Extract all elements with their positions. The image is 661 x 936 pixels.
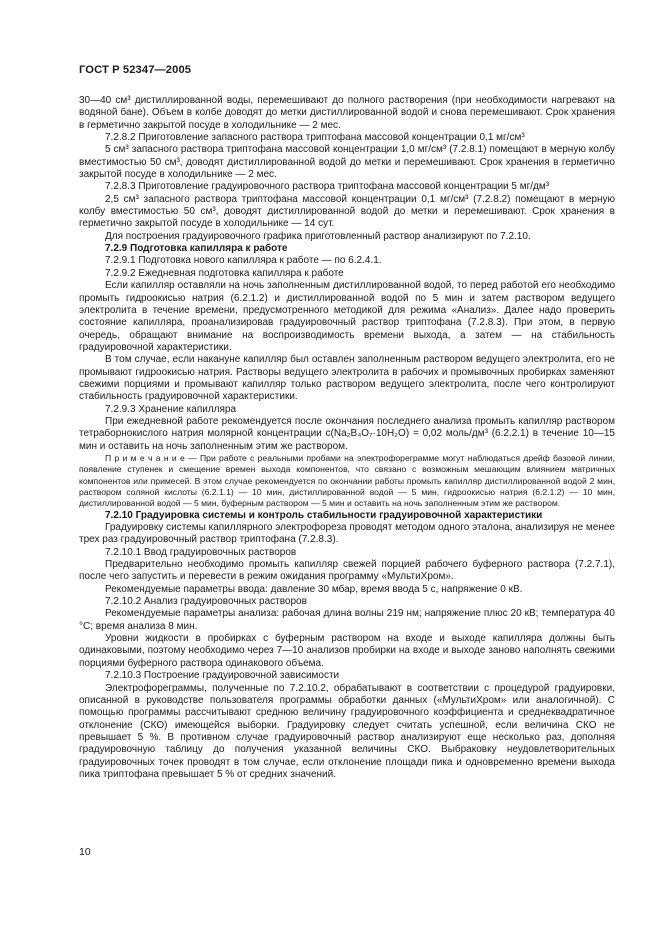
paragraph: Если капилляр оставляли на ночь заполненным дистиллированной водой, то перед работой его необходимо промыть гидроокисью натрия (6.2.1.2) и дистиллированной водой по 5 мин и затем раствором ведущего электролита в течение времени, предусмотренного методикой для режима «Анализ». Далее надо проверить состояние капилляра, проанализировав градуировочный раствор триптофана (7.2.8.3). При этом, в первую очередь, обращают внимание на воспроизводимость времени выхода, а затем — на стабильность градуировочной характеристики. — [79, 280, 615, 353]
paragraph: Предварительно необходимо промыть капилляр свежей порцией рабочего буферного раствора (7.2.7.1), после чего запустить и перевести в режим ожидания программу «МультиХром». — [79, 559, 615, 583]
paragraph: Уровни жидкости в пробирках с буферным раствором на входе и выходе капилляра должны быть одинаковыми, поэтому необходимо через 7—10 анализов пробирки на входе и выходе заново наполнять свежими порциями буферного раствора одинакового объема. — [79, 633, 615, 669]
clause-heading: 7.2.9.3 Хранение капилляра — [105, 403, 237, 415]
section-heading: 7.2.10 Градуировка системы и контроль стабильности градуировочной характеристики — [105, 509, 543, 521]
document-body — [79, 95, 615, 781]
note-paragraph: П р и м е ч а н и е — При работе с реальными пробами на электрофореграмме могут наблюдаться дрейф базовой линии, появление ступенек и смещение времен выхода компонентов, что связано с возможным мешающим влиянием матричных компонентов или примесей. В этом случае рекомендуется по окончании работы промыть капилляр дистиллированной водой 2 мин, раствором соляной кислоты (6.2.1.1) — 10 мин, дистиллированной водой — 5 мин, гидроокисью натрия (6.2.1.2) — 10 мин, дистиллированной водой — 5 мин, буферным раствором — 5 мин и оставить на ночь заполненным этим же раствором. — [79, 452, 615, 509]
paragraph: 2,5 см³ запасного раствора триптофана массовой концентрации 0,1 мг/см³ (7.2.8.2) помещают в мерную колбу вместимостью 50 см³, доводят дистиллированной водой до метки и перемешивают. Срок хранения в герметично закрытой посуде в холодильнике — 14 сут. — [79, 193, 615, 230]
paragraph: 5 см³ запасного раствора триптофана массовой концентрации 1,0 мг/см³ (7.2.8.1) помещают в мерную колбу вместимостью 50 см³, доводят дистиллированной водой до метки и перемешивают. Срок хранения в герметично закрытой посуде в холодильнике — 2 мес. — [79, 144, 615, 181]
section-heading: 7.2.9 Подготовка капилляра к работе — [105, 243, 288, 255]
clause-heading: 7.2.9.2 Ежедневная подготовка капилляра к работе — [105, 267, 344, 279]
paragraph: В том случае, если накануне капилляр был оставлен заполненным раствором ведущего электролита, его не промывают гидроокисью натрия. Растворы ведущего электролита в рабочих и промывочных пробирках заменяют свежими порциями и промывают капилляр только раствором ведущего электролита, после чего контролируют стабильность градуировочной характеристики. — [79, 354, 615, 403]
paragraph: Градуировку системы капиллярного электрофореза проводят методом одного эталона, анализируя не менее трех раз градуировочный раствор триптофана (7.2.8.3). — [79, 522, 615, 546]
page-number: 10 — [79, 846, 91, 858]
paragraph: Рекомендуемые параметры ввода: давление 30 мбар, время ввода 5 с, напряжение 0 кВ. — [105, 583, 523, 595]
clause-heading: 7.2.10.2 Анализ градуировочных растворов — [105, 596, 307, 608]
clause-heading: 7.2.8.3 Приготовление градуировочного раствора триптофана массовой концентрации 5 мг/дм³ — [105, 181, 550, 193]
paragraph: Рекомендуемые параметры анализа: рабочая длина волны 219 нм; напряжение плюс 20 кВ; температура 40 °С; время анализа 8 мин. — [79, 608, 615, 632]
clause-heading: 7.2.8.2 Приготовление запасного раствора триптофана массовой концентрации 0,1 мг/см³ — [105, 132, 525, 144]
clause-heading: 7.2.10.1 Ввод градуировочных растворов — [105, 546, 297, 558]
clause-heading: 7.2.9.1 Подготовка нового капилляра к работе — по 6.2.4.1. — [105, 255, 382, 267]
standard-header: ГОСТ Р 52347—2005 — [79, 64, 192, 76]
paragraph: Для построения градуировочного графика приготовленный раствор анализируют по 7.2.10. — [105, 230, 531, 242]
paragraph: 30—40 см³ дистиллированной воды, перемешивают до полного растворения (при необходимости нагревают на водяной бане). Объем в колбе доводят до метки дистиллированной водой и снова перемешивают. Срок хранения в герметично закрытой посуде в холодильнике — 2 мес. — [79, 95, 615, 131]
paragraph: Электрофореграммы, полученные по 7.2.10.2, обрабатывают в соответствии с процедурой градуировки, описанной в руководстве пользователя программы обработки данных («МультиХром» или аналогичной). С помощью программы рассчитывают среднюю величину градуировочного коэффициента и среднеквадратичное отклонение (СКО) имеющейся выборки. Градуировку следует считать успешной, если величина СКО не превышает 5 %. В противном случае градуировочный раствор анализируют еще несколько раз, дополняя градуировочную таблицу до получения указанной величины СКО. Выбраковку неудовлетворительных градуировочных точек проводят в том случае, если отклонение площади пика и одновременно времени выхода пика триптофана превышает 5 % от средних значений. — [79, 682, 615, 780]
clause-heading: 7.2.10.3 Построение градуировочной зависимости — [105, 670, 340, 682]
paragraph: При ежедневной работе рекомендуется после окончания последнего анализа промыть капилляр раствором тетраборнокислого натрия молярной концентрации c(Na₂B₄O₇·10H₂O) = 0,02 моль/дм³ (6.2.2.1) в течение 10—15 мин и оставить на ночь заполненным этим же раствором. — [79, 415, 615, 452]
